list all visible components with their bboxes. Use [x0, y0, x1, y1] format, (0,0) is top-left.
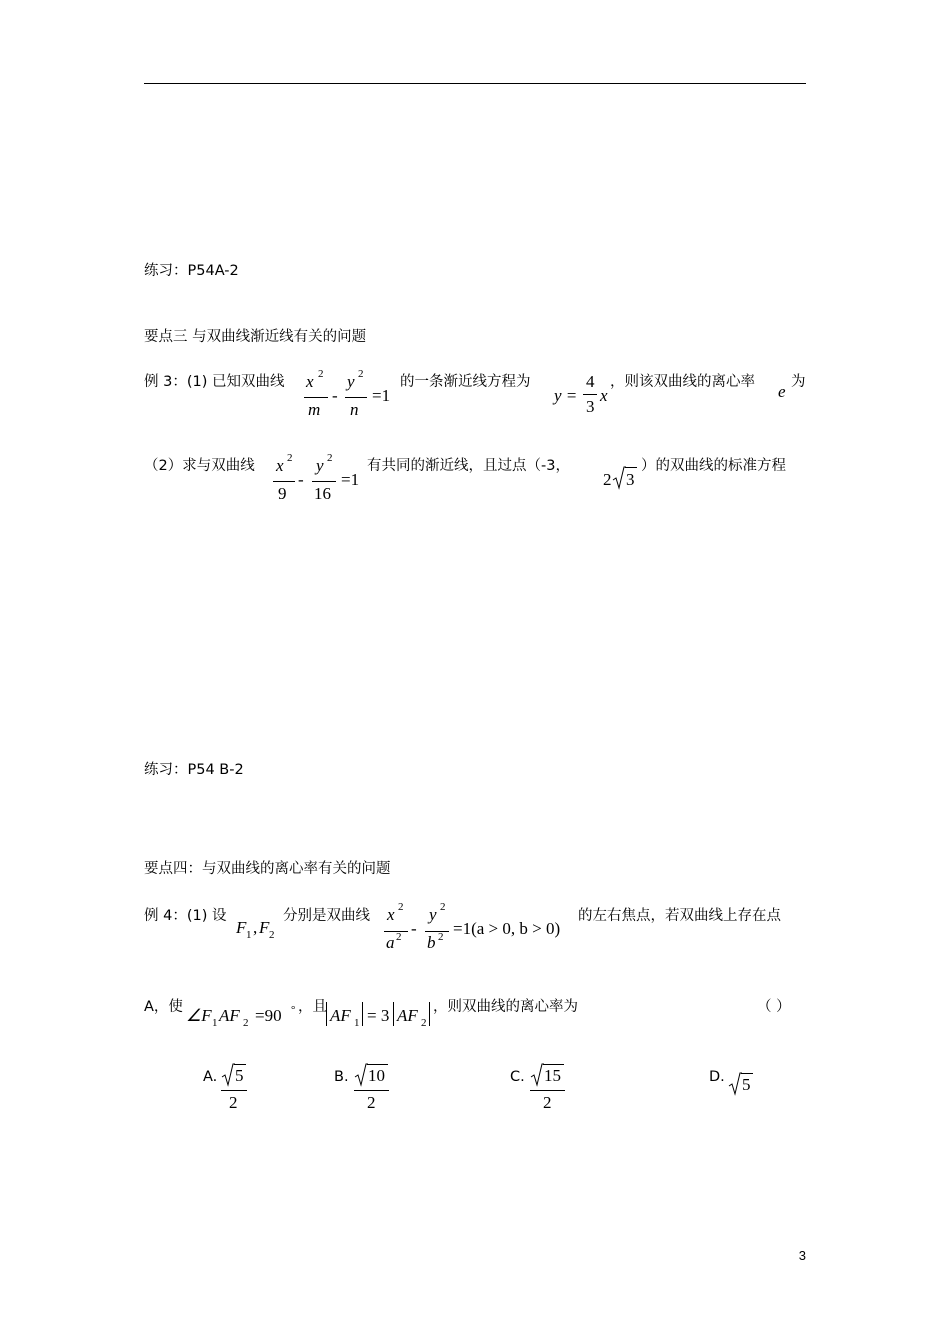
- radical-sign-icon: [354, 1063, 368, 1087]
- exponent: 2: [438, 931, 444, 943]
- practice-line-2: 练习：P54 B-2: [144, 762, 244, 778]
- text-respectively: 分别是双曲线: [283, 908, 370, 924]
- radical-bar: [741, 1073, 753, 1074]
- asymptote-denominator: 3: [586, 397, 595, 416]
- option-radicand: 10: [368, 1066, 385, 1085]
- frac2-numerator: y: [429, 905, 437, 924]
- focus-f1: F: [236, 918, 247, 937]
- asymptote-lhs: y =: [554, 386, 578, 405]
- option-denominator: 2: [367, 1093, 376, 1112]
- radical-sign-icon: [728, 1072, 742, 1096]
- exponent: 2: [440, 901, 446, 913]
- page-number: 3: [798, 1248, 806, 1263]
- exponent: 2: [327, 452, 333, 464]
- option-radicand: 5: [742, 1075, 751, 1094]
- text-eccentricity: ，则该双曲线的离心率: [610, 374, 755, 390]
- radical-sign-icon: [612, 466, 626, 490]
- frac1-denominator: 9: [278, 484, 287, 503]
- frac1-numerator: x: [306, 372, 314, 391]
- degree-sign: °: [291, 1004, 296, 1016]
- minus-sign: -: [298, 470, 304, 489]
- section-3-title: 要点三 与双曲线渐近线有关的问题: [144, 329, 367, 345]
- angle-value: =90: [255, 1006, 282, 1025]
- subscript: 2: [269, 929, 275, 941]
- subscript: 2: [243, 1017, 249, 1029]
- option-radicand: 15: [544, 1066, 561, 1085]
- comma: ,: [253, 918, 258, 937]
- subscript: 1: [212, 1017, 218, 1029]
- abs-bar: [429, 1002, 430, 1026]
- header-rule: [144, 83, 806, 84]
- section-4-title: 要点四：与双曲线的离心率有关的问题: [144, 861, 391, 877]
- text-end: 为: [791, 374, 806, 390]
- option-denominator: 2: [543, 1093, 552, 1112]
- subscript: 1: [354, 1017, 360, 1029]
- option-denominator: 2: [229, 1093, 238, 1112]
- fraction-bar: [354, 1090, 389, 1091]
- fraction-bar: [425, 931, 449, 932]
- fraction-bar: [304, 397, 328, 398]
- radical-bar: [367, 1064, 388, 1065]
- subscript: 1: [246, 929, 252, 941]
- fraction-bar: [583, 394, 597, 395]
- frac2-denominator: b: [427, 933, 436, 952]
- fraction-bar: [221, 1090, 247, 1091]
- exponent: 2: [396, 931, 402, 943]
- point-radicand: 3: [626, 470, 635, 489]
- radical-bar: [234, 1064, 246, 1065]
- practice-line-1: 练习：P54A-2: [144, 263, 239, 279]
- option-label: B.: [334, 1069, 349, 1085]
- radical-bar: [543, 1064, 564, 1065]
- text-question: ，则双曲线的离心率为: [433, 999, 578, 1015]
- fraction-bar: [273, 481, 295, 482]
- text-and: ，且: [298, 999, 327, 1015]
- exponent: 2: [358, 368, 364, 380]
- text-asymptote: 的一条渐近线方程为: [400, 374, 531, 390]
- frac1-numerator: x: [387, 905, 395, 924]
- option-label: D.: [709, 1069, 725, 1085]
- abs-bar: [326, 1002, 327, 1026]
- abs-bar: [362, 1002, 363, 1026]
- point-coefficient: 2: [603, 470, 612, 489]
- focus-f2: F: [259, 918, 270, 937]
- example-3-part2-label: （2）求与双曲线: [144, 458, 255, 474]
- frac1-denominator: m: [308, 400, 321, 419]
- fraction-bar: [312, 481, 336, 482]
- option-label: C.: [510, 1069, 525, 1085]
- fraction-bar: [530, 1090, 565, 1091]
- answer-bracket: （ ）: [757, 999, 791, 1015]
- abs-equals: = 3: [367, 1006, 390, 1025]
- frac2-denominator: 16: [314, 484, 331, 503]
- exponent: 2: [287, 452, 293, 464]
- option-label: A.: [203, 1069, 218, 1085]
- text-foci: 的左右焦点，若双曲线上存在点: [578, 908, 781, 924]
- asymptote-numerator: 4: [586, 372, 595, 391]
- example-3-label: 例 3：(1) 已知双曲线: [144, 374, 285, 390]
- angle-f1: ∠F: [186, 1006, 212, 1025]
- frac1-numerator: x: [276, 456, 284, 475]
- exponent: 2: [398, 901, 404, 913]
- equals-one: =1: [372, 386, 391, 405]
- abs-bar: [393, 1002, 394, 1026]
- var-e: e: [778, 382, 786, 401]
- minus-sign: -: [332, 386, 338, 405]
- subscript: 2: [421, 1017, 427, 1029]
- equals-one: =1: [341, 470, 360, 489]
- option-radicand: 5: [235, 1066, 244, 1085]
- frac2-numerator: y: [316, 456, 324, 475]
- exponent: 2: [318, 368, 324, 380]
- text-common-asymptote: 有共同的渐近线，且过点（-3，: [367, 458, 570, 474]
- asymptote-var: x: [600, 386, 608, 405]
- minus-sign: -: [411, 919, 417, 938]
- example-4-label: 例 4：(1) 设: [144, 908, 227, 924]
- abs-af1: AF: [330, 1006, 351, 1025]
- angle-af2: AF: [219, 1006, 240, 1025]
- condition: =1(a > 0, b > 0): [453, 919, 561, 938]
- abs-af2: AF: [397, 1006, 418, 1025]
- radical-sign-icon: [530, 1063, 544, 1087]
- frac2-numerator: y: [347, 372, 355, 391]
- text-standard-equation: ）的双曲线的标准方程: [641, 458, 786, 474]
- radical-bar: [625, 467, 637, 468]
- frac1-denominator: a: [386, 933, 395, 952]
- fraction-bar: [345, 397, 367, 398]
- frac2-denominator: n: [350, 400, 359, 419]
- text-point-a: A，使: [144, 999, 183, 1015]
- radical-sign-icon: [221, 1063, 235, 1087]
